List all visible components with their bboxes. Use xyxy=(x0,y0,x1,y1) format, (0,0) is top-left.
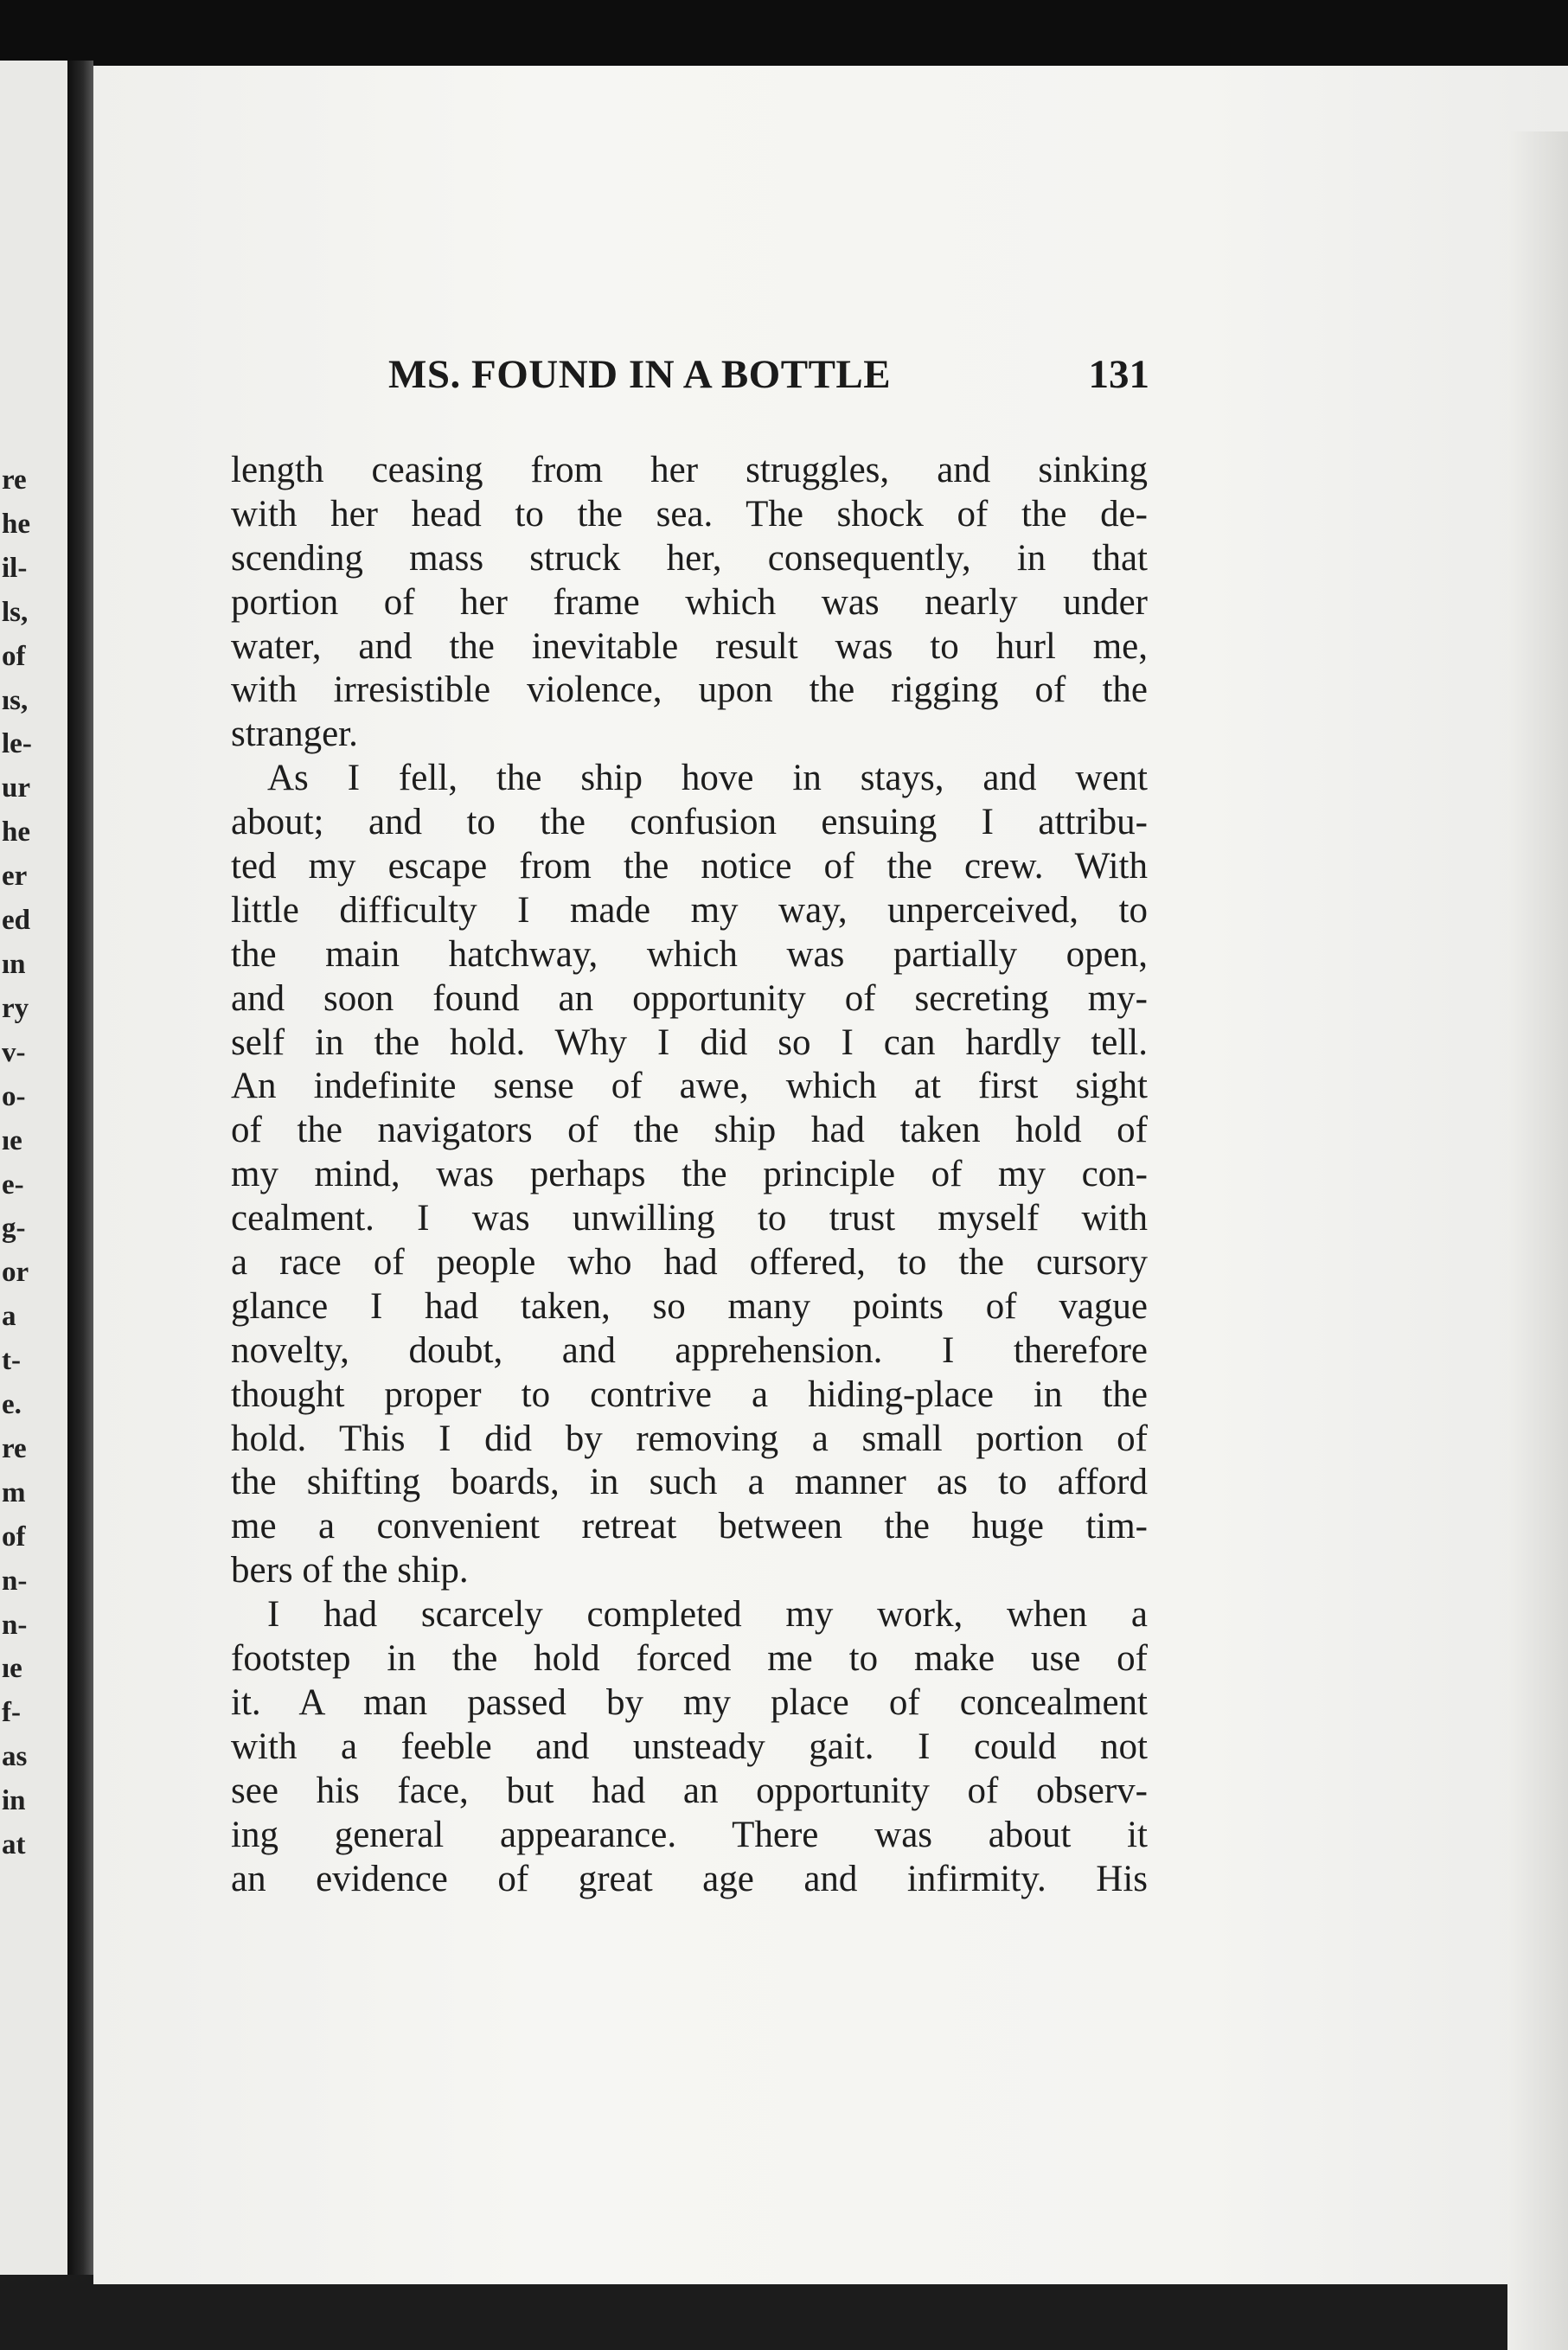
text-line: ing general appearance. There was about it xyxy=(231,1814,1148,1855)
facing-page-edge xyxy=(0,61,67,2275)
fragment: ıs, xyxy=(2,684,29,716)
book-gutter-shadow xyxy=(67,61,93,2275)
fragment: e. xyxy=(2,1389,22,1421)
fragment: re xyxy=(2,1432,27,1464)
fragment: a xyxy=(2,1301,16,1333)
text-line: As I fell, the ship hove in stays, and went xyxy=(267,758,1148,799)
text-line: length ceasing from her struggles, and sinking xyxy=(231,450,1148,490)
text-line: the main hatchway, which was partially open, xyxy=(231,933,1148,975)
text-line: An indefinite sense of awe, which at first sight xyxy=(231,1066,1148,1107)
fragment: of xyxy=(2,1521,26,1553)
fragment: f- xyxy=(2,1697,21,1729)
fragment: of xyxy=(2,640,26,672)
text-line: glance I had taken, so many points of vague xyxy=(231,1285,1148,1327)
fragment: ıe xyxy=(2,1653,22,1685)
text-line: little difficulty I made my way, unperceived, to xyxy=(231,889,1148,931)
fragment: ın xyxy=(2,948,26,980)
text-line: water, and the inevitable result was to hurl me, xyxy=(231,625,1148,667)
text-line: the shifting boards, in such a manner as to afford xyxy=(231,1462,1148,1503)
text-line: ted my escape from the notice of the crew. With xyxy=(231,846,1148,887)
fragment: g- xyxy=(2,1213,26,1245)
fragment: at xyxy=(2,1829,26,1861)
fragment: ls, xyxy=(2,596,29,628)
fragment: n- xyxy=(2,1565,28,1597)
fragment: as xyxy=(2,1741,28,1773)
text-line: a race of people who had offered, to the cursory xyxy=(231,1242,1148,1284)
fragment: o- xyxy=(2,1080,26,1112)
facing-page-text-fragments xyxy=(0,458,64,1867)
text-line: with a feeble and unsteady gait. I could not xyxy=(231,1726,1148,1767)
text-line: I had scarcely completed my work, when a xyxy=(267,1594,1148,1636)
fragment: e- xyxy=(2,1169,24,1201)
text-line: with irresistible violence, upon the rigging of the xyxy=(231,669,1148,711)
fragment: he xyxy=(2,816,30,848)
text-line: footstep in the hold forced me to make use of xyxy=(231,1638,1148,1680)
page-right-edge xyxy=(1507,131,1568,2350)
text-line: stranger. xyxy=(231,714,358,755)
running-title: MS. FOUND IN A BOTTLE xyxy=(388,352,892,397)
text-line: self in the hold. Why I did so I can hardly tell. xyxy=(231,1021,1148,1063)
running-header xyxy=(388,351,1149,412)
fragment: in xyxy=(2,1785,26,1817)
text-line: scending mass struck her, consequently, in that xyxy=(231,537,1148,579)
fragment: m xyxy=(2,1476,26,1508)
text-line: about; and to the confusion ensuing I attribu- xyxy=(231,802,1148,843)
text-line: me a convenient retreat between the huge tim- xyxy=(231,1506,1148,1547)
fragment: t- xyxy=(2,1345,21,1377)
fragment: le- xyxy=(2,728,32,760)
text-line: portion of her frame which was nearly under xyxy=(231,581,1148,623)
text-line: and soon found an opportunity of secreting my- xyxy=(231,977,1148,1019)
fragment: ry xyxy=(2,992,29,1024)
body-text xyxy=(231,449,1148,1901)
text-line: thought proper to contrive a hiding-place in the xyxy=(231,1374,1148,1415)
text-line: with her head to the sea. The shock of the de- xyxy=(231,493,1148,535)
text-line: an evidence of great age and infirmity. His xyxy=(231,1858,1148,1899)
text-line: of the navigators of the ship had taken hold of xyxy=(231,1110,1148,1151)
fragment: n- xyxy=(2,1609,28,1641)
text-line: see his face, but had an opportunity of observ- xyxy=(231,1770,1148,1811)
text-line: novelty, doubt, and apprehension. I therefore xyxy=(231,1329,1148,1371)
text-line: my mind, was perhaps the principle of my con- xyxy=(231,1154,1148,1195)
fragment: ıe xyxy=(2,1124,22,1156)
fragment: or xyxy=(2,1257,29,1289)
page-number: 131 xyxy=(1088,352,1149,397)
book-page xyxy=(93,66,1568,2284)
fragment: ur xyxy=(2,772,30,804)
text-line: hold. This I did by removing a small portion of xyxy=(231,1418,1148,1459)
fragment: er xyxy=(2,861,28,893)
fragment: ed xyxy=(2,905,30,937)
fragment: he xyxy=(2,508,30,540)
text-line: it. A man passed by my place of concealment xyxy=(231,1681,1148,1723)
fragment: re xyxy=(2,464,27,496)
fragment: v- xyxy=(2,1036,26,1068)
fragment: il- xyxy=(2,552,28,584)
text-line: bers of the ship. xyxy=(231,1550,469,1591)
text-line: cealment. I was unwilling to trust myself with xyxy=(231,1198,1148,1239)
